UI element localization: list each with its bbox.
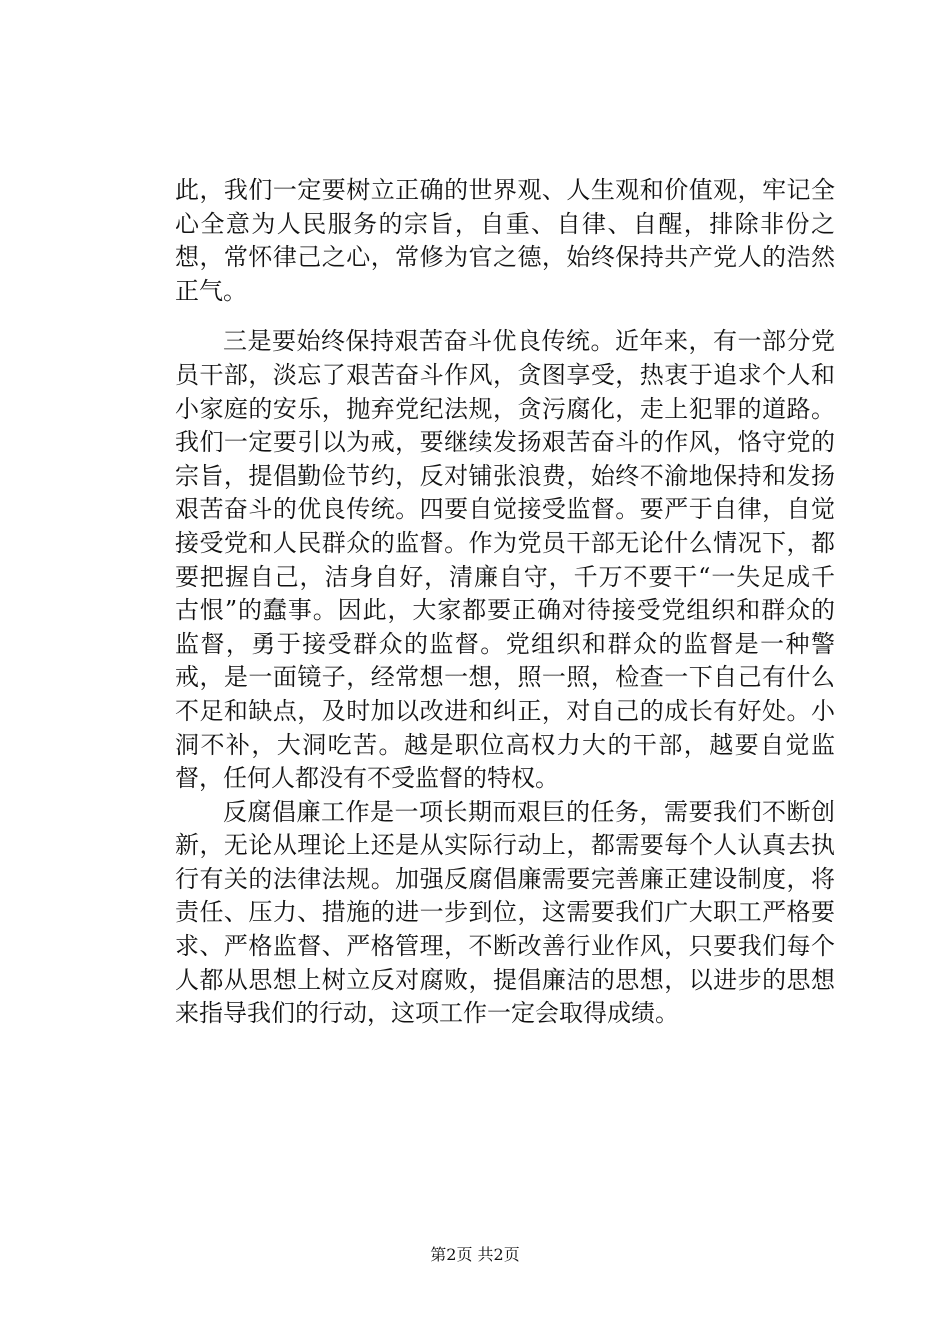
paragraph-anti-corruption: 反腐倡廉工作是一项长期而艰巨的任务，需要我们不断创新，无论从理论上还是从实际行动上，都需要每个人认真去执行有关的法律法规。加强反腐倡廉需要完善廉正建设制度，将责任、压力、措施的进一步到位，这需要我们广大职工严格要求、严格监督、严格管理，不断改善行业作风，只要我们每个人都从思想上树立反对腐败，提倡廉洁的思想，以进步的思想来指导我们的行动，这项工作一定会取得成绩。 [175, 797, 835, 1028]
paragraph-continuation: 此，我们一定要树立正确的世界观、人生观和价值观，牢记全心全意为人民服务的宗旨，自重、自律、自醒，排除非份之想，常怀律己之心，常修为官之德，始终保持共产党人的浩然正气。 [175, 176, 835, 305]
paragraph-hard-work-supervision: 三是要始终保持艰苦奋斗优良传统。近年来，有一部分党员干部，淡忘了艰苦奋斗作风，贪图享受，热衷于追求个人和小家庭的安乐，抛弃党纪法规，贪污腐化，走上犯罪的道路。我们一定要引以为戒，要继续发扬艰苦奋斗的作风，恪守党的宗旨，提倡勤俭节约，反对铺张浪费，始终不渝地保持和发扬艰苦奋斗的优良传统。四要自觉接受监督。要严于自律，自觉接受党和人民群众的监督。作为党员干部无论什么情况下，都要把握自己，洁身自好，清廉自守，千万不要干“一失足成千古恨”的蠢事。因此，大家都要正确对待接受党组织和群众的监督，勇于接受群众的监督。党组织和群众的监督是一种警戒，是一面镜子，经常想一想，照一照，检查一下自己有什么不足和缺点，及时加以改进和纠正，对自己的成长有好处。小洞不补，大洞吃苦。越是职位高权力大的干部，越要自觉监督，任何人都没有不受监督的特权。 [175, 327, 835, 793]
page-number-footer: 第2页 共2页 [430, 1245, 520, 1264]
document-body [175, 174, 835, 1031]
